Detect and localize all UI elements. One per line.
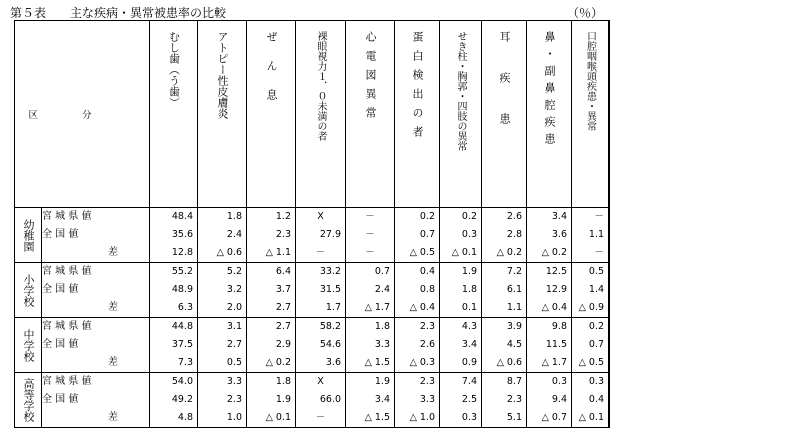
group-row: [15, 318, 610, 373]
value-cell: [482, 263, 527, 318]
value-cell: [198, 208, 247, 263]
row-label: 全 国 値: [42, 339, 79, 350]
disease-rate-table: [14, 20, 610, 428]
value: △ 1.1: [265, 247, 291, 258]
value: 2.3: [275, 229, 291, 240]
value: －: [594, 247, 604, 258]
value: －: [315, 247, 326, 258]
value-cell: [572, 208, 609, 263]
value: 1.2: [275, 211, 291, 222]
value-cell: [527, 373, 572, 428]
col-header-label: ぜん息: [265, 31, 278, 118]
value: 2.4: [226, 229, 242, 240]
value: 2.4: [374, 284, 390, 295]
col-header-label: 蛋白検出の者: [411, 31, 424, 145]
col-header: [440, 21, 482, 208]
group-label: 小学校: [22, 273, 35, 307]
col-header-label: 裸眼視力１．０未満の者: [315, 31, 326, 141]
value: △ 0.1: [578, 412, 604, 423]
value: 9.8: [551, 321, 567, 332]
group-label-cell: [15, 318, 42, 373]
col-header-label: 鼻・副鼻腔疾患: [543, 31, 556, 150]
col-header-label: 口腔咽喉頭疾患・異常: [584, 31, 596, 131]
value: 6.1: [506, 284, 522, 295]
value-cell: [440, 263, 482, 318]
value: 3.3: [419, 394, 435, 405]
value: 0.5: [588, 266, 604, 277]
value: X: [317, 211, 324, 222]
value: －: [365, 229, 375, 240]
value: 0.1: [461, 302, 477, 313]
value-cell: [150, 263, 198, 318]
value-cell: [572, 373, 609, 428]
value: 2.0: [226, 302, 242, 313]
value: △ 1.5: [364, 357, 390, 368]
row-label-cell: [42, 318, 150, 373]
value: △ 0.4: [409, 302, 435, 313]
value: 12.5: [545, 266, 567, 277]
value: 1.9: [374, 376, 390, 387]
value: 2.5: [461, 394, 477, 405]
row-label: 差: [108, 302, 118, 313]
value: △ 0.2: [265, 357, 291, 368]
value: 49.2: [171, 394, 193, 405]
value-cell: [150, 373, 198, 428]
value: 2.3: [419, 321, 435, 332]
col-header-label: アトピー性皮膚炎: [216, 31, 229, 119]
value: 3.7: [275, 284, 291, 295]
col-header: [482, 21, 527, 208]
value: 0.3: [588, 376, 604, 387]
value: △ 1.7: [364, 302, 390, 313]
value: △ 0.1: [265, 412, 291, 423]
value: 2.6: [419, 339, 435, 350]
value: 6.3: [177, 302, 193, 313]
value: 2.3: [226, 394, 242, 405]
value: 4.3: [461, 321, 477, 332]
col-header: [296, 21, 346, 208]
empty-cell: [609, 263, 610, 318]
col-header-label: 耳疾患: [498, 31, 511, 154]
value: 5.1: [506, 412, 522, 423]
value: 54.0: [171, 376, 193, 387]
value: 1.9: [461, 266, 477, 277]
col-header: [247, 21, 296, 208]
group-label-cell: [15, 263, 42, 318]
value-cell: [527, 318, 572, 373]
value: 1.1: [506, 302, 522, 313]
value: 0.4: [588, 394, 604, 405]
empty-cell: [609, 373, 610, 428]
value: 0.7: [374, 266, 390, 277]
value: 3.3: [226, 376, 242, 387]
value-cell: [440, 373, 482, 428]
row-label: 宮 城 県 値: [42, 376, 92, 387]
value: 1.8: [374, 321, 390, 332]
group-label-cell: [15, 208, 42, 263]
col-header: [150, 21, 198, 208]
value: △ 0.7: [541, 412, 567, 423]
value: 0.3: [461, 229, 477, 240]
value: 0.2: [419, 211, 435, 222]
value: 0.3: [461, 412, 477, 423]
value: －: [315, 412, 326, 423]
group-row: [15, 208, 610, 263]
value: 31.5: [319, 284, 341, 295]
header-row: [15, 21, 610, 208]
value-cell: [150, 318, 198, 373]
col-header-label: せき柱・胸郭・四肢の異常: [455, 31, 466, 151]
value-cell: [440, 208, 482, 263]
row-label-cell: [42, 208, 150, 263]
value-cell: [482, 373, 527, 428]
value: 0.7: [588, 339, 604, 350]
group-label: 中学校: [22, 328, 35, 362]
empty-cell: [609, 318, 610, 373]
value: 11.5: [545, 339, 567, 350]
value: △ 1.5: [364, 412, 390, 423]
value: 3.9: [506, 321, 522, 332]
col-header: [346, 21, 395, 208]
value: 0.2: [461, 211, 477, 222]
group-row: [15, 373, 610, 428]
value: △ 1.7: [541, 357, 567, 368]
value: 7.3: [177, 357, 193, 368]
value: 0.4: [419, 266, 435, 277]
value: 35.6: [171, 229, 193, 240]
col-header-label: 心電図異常: [364, 31, 377, 126]
value: 3.4: [551, 211, 567, 222]
value: －: [594, 211, 604, 222]
value: 3.4: [461, 339, 477, 350]
value: 12.9: [545, 284, 567, 295]
value: △ 0.5: [578, 357, 604, 368]
value: 12.8: [171, 247, 193, 258]
value: 2.7: [275, 321, 291, 332]
value: 1.0: [226, 412, 242, 423]
value: 54.6: [319, 339, 341, 350]
value: 2.3: [506, 394, 522, 405]
value: △ 1.0: [409, 412, 435, 423]
value: 3.6: [325, 357, 341, 368]
value: 9.4: [551, 394, 567, 405]
value-cell: [247, 263, 296, 318]
value: 2.9: [275, 339, 291, 350]
col-header: [395, 21, 440, 208]
value-cell: [527, 208, 572, 263]
value: △ 0.6: [496, 357, 522, 368]
value: △ 0.3: [409, 357, 435, 368]
row-label: 差: [108, 412, 118, 423]
value: 2.7: [226, 339, 242, 350]
row-label: 全 国 値: [42, 284, 79, 295]
value: －: [365, 211, 375, 222]
row-label: 宮 城 県 値: [42, 266, 92, 277]
value-cell: [395, 263, 440, 318]
value: 0.7: [419, 229, 435, 240]
value-cell: [440, 318, 482, 373]
value: 2.8: [506, 229, 522, 240]
value: 4.8: [177, 412, 193, 423]
value: 37.5: [171, 339, 193, 350]
value-cell: [482, 318, 527, 373]
value-cell: [482, 208, 527, 263]
value: △ 0.4: [541, 302, 567, 313]
value: X: [317, 376, 324, 387]
value: △ 0.6: [216, 247, 242, 258]
value: 48.4: [171, 211, 193, 222]
col-header-label: むし歯（う歯）: [167, 31, 181, 108]
row-label: 差: [108, 247, 118, 258]
value: 4.5: [506, 339, 522, 350]
value: 3.4: [374, 394, 390, 405]
value-cell: [572, 318, 609, 373]
row-label: 全 国 値: [42, 394, 79, 405]
value: 3.3: [374, 339, 390, 350]
row-label: 差: [108, 357, 118, 368]
value: △ 0.5: [409, 247, 435, 258]
value: 1.9: [275, 394, 291, 405]
value-cell: [346, 208, 395, 263]
value: 3.6: [551, 229, 567, 240]
value: 6.4: [275, 266, 291, 277]
row-label: 宮 城 県 値: [42, 321, 92, 332]
value: －: [365, 247, 375, 258]
value: 7.4: [461, 376, 477, 387]
kubun-header: [15, 21, 150, 208]
value: △ 0.1: [451, 247, 477, 258]
value: 2.7: [275, 302, 291, 313]
value-cell: [346, 373, 395, 428]
value-cell: [198, 318, 247, 373]
group-label-cell: [15, 373, 42, 428]
value-cell: [198, 373, 247, 428]
group-label: 幼稚園: [22, 218, 35, 252]
value-cell: [198, 263, 247, 318]
row-label-cell: [42, 373, 150, 428]
value: △ 0.9: [578, 302, 604, 313]
value: 1.7: [325, 302, 341, 313]
value: 1.8: [226, 211, 242, 222]
value: 33.2: [319, 266, 341, 277]
value: 7.2: [506, 266, 522, 277]
row-label-cell: [42, 263, 150, 318]
value: 44.8: [171, 321, 193, 332]
value: 58.2: [319, 321, 341, 332]
value-cell: [296, 318, 346, 373]
value: 1.8: [275, 376, 291, 387]
value: △ 0.2: [496, 247, 522, 258]
col-header: [527, 21, 572, 208]
value: 0.2: [588, 321, 604, 332]
value-cell: [527, 263, 572, 318]
value: 48.9: [171, 284, 193, 295]
value: 5.2: [226, 266, 242, 277]
value: 0.5: [226, 357, 242, 368]
value-cell: [346, 318, 395, 373]
value: 3.2: [226, 284, 242, 295]
value-cell: [395, 208, 440, 263]
value: 0.9: [461, 357, 477, 368]
row-label: 宮 城 県 値: [42, 211, 92, 222]
value: 66.0: [319, 394, 341, 405]
kubun-label: 区分: [28, 110, 136, 121]
value: 3.1: [226, 321, 242, 332]
value: 0.8: [419, 284, 435, 295]
value-cell: [346, 263, 395, 318]
value: 1.4: [588, 284, 604, 295]
value: 27.9: [319, 229, 341, 240]
group-label: 高等学校: [22, 378, 35, 422]
value-cell: [296, 373, 346, 428]
col-header-empty: [609, 21, 610, 208]
value: 1.1: [588, 229, 604, 240]
value-cell: [150, 208, 198, 263]
value-cell: [247, 373, 296, 428]
value-cell: [247, 208, 296, 263]
value: 2.6: [506, 211, 522, 222]
value-cell: [247, 318, 296, 373]
value: 8.7: [506, 376, 522, 387]
value-cell: [395, 318, 440, 373]
value-cell: [296, 263, 346, 318]
value: 1.8: [461, 284, 477, 295]
row-label: 全 国 値: [42, 229, 79, 240]
value-cell: [296, 208, 346, 263]
value: 0.3: [551, 376, 567, 387]
value-cell: [572, 263, 609, 318]
empty-cell: [609, 208, 610, 263]
col-header: [198, 21, 247, 208]
value-cell: [395, 373, 440, 428]
value: 55.2: [171, 266, 193, 277]
table-title: 第５表 主な疾病・異常被患率の比較: [10, 6, 227, 20]
col-header: [572, 21, 609, 208]
value: 2.3: [419, 376, 435, 387]
value: △ 0.2: [541, 247, 567, 258]
group-row: [15, 263, 610, 318]
unit-label: （％）: [567, 6, 604, 20]
